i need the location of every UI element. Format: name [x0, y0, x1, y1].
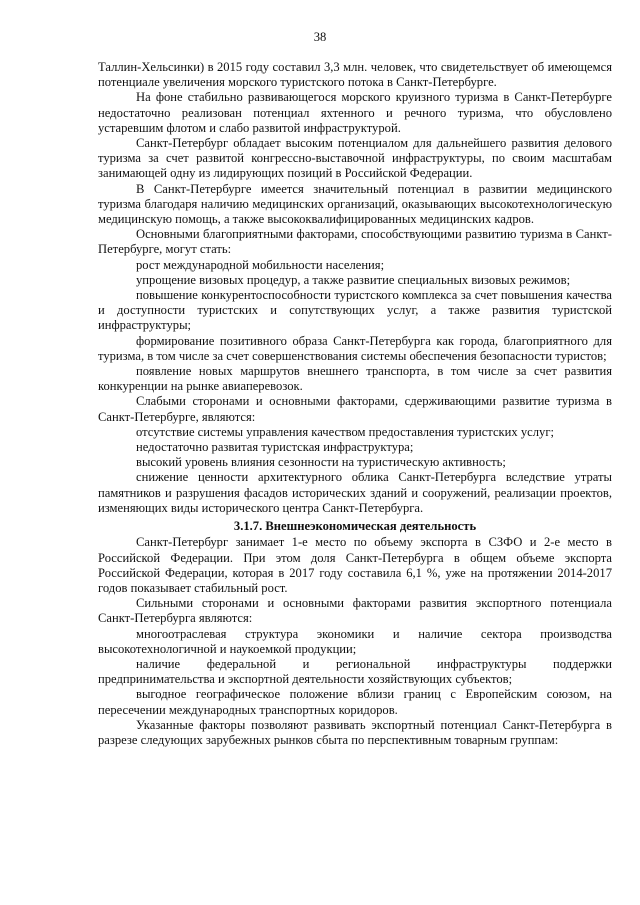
- paragraph-business-tourism: Санкт-Петербург обладает высоким потенциалом для дальнейшего развития делового туризма за счет развитой конгрессно-выставочной инфраструктуры, по своим масштабам занимающей одну из лидирующих позиций в Российской Федерации.: [98, 136, 612, 181]
- section-heading: 3.1.7. Внешнеэкономическая деятельность: [233, 519, 477, 534]
- list-item-support-infrastructure: наличие федеральной и региональной инфраструктуры поддержки предпринимательства и экспортной деятельности хозяйствующих субъектов;: [98, 656, 612, 687]
- paragraph-export-markets: Указанные факторы позволяют развивать экспортный потенциал Санкт-Петербурга в разрезе следующих зарубежных рынков сбыта по перспективным товарным группам:: [98, 717, 612, 747]
- paragraph-yacht-river-tourism: На фоне стабильно развивающегося морского круизного туризма в Санкт-Петербурге недостаточно реализован потенциал яхтенного и речного туризма, что обусловлено устаревшим флотом и слабо развитой инфраструктурой.: [98, 90, 612, 135]
- list-item-new-routes: появление новых маршрутов внешнего транспорта, в том числе за счет развития конкуренции на рынке авиаперевозок.: [98, 364, 612, 394]
- list-item-diversified-economy: многоотраслевая структура экономики и наличие сектора производства высокотехнологичной и наукоемкой продукции;: [98, 626, 612, 656]
- list-item-mobility: рост международной мобильности населения;: [136, 257, 385, 272]
- paragraph-continuation: Таллин-Хельсинки) в 2015 году составил 3,3 млн. человек, что свидетельствует об имеющемся потенциале увеличения морского туристского потока в Санкт-Петербурге.: [98, 60, 612, 90]
- page-number: 38: [313, 30, 327, 44]
- list-item-quality-management: отсутствие системы управления качеством предоставления туристских услуг;: [136, 424, 554, 439]
- list-item-architecture: снижение ценности архитектурного облика Санкт-Петербурга вследствие утраты памятников и разрушения фасадов исторических зданий и сооружений, реализации проектов, изменяющих виды исторического центра Санкт-Петербурга.: [98, 470, 612, 515]
- paragraph-weak-factors-intro: Слабыми сторонами и основными факторами, сдерживающими развитие туризма в Санкт-Петербурге, являются:: [98, 394, 612, 424]
- paragraph-export-strengths-intro: Сильными сторонами и основными факторами развития экспортного потенциала Санкт-Петербурга являются:: [98, 596, 612, 626]
- paragraph-export-rank: Санкт-Петербург занимает 1-е место по объему экспорта в СЗФО и 2-е место в Российской Федерации. При этом доля Санкт-Петербурга в общем объеме экспорта Российской Федерации, которая в 2017 году составила 6,1 %, уже на протяжении 2014-2017 годов показывает стабильный рост.: [98, 535, 612, 595]
- list-item-visa: упрощение визовых процедур, а также развитие специальных визовых режимов;: [136, 272, 571, 287]
- list-item-positive-image: формирование позитивного образа Санкт-Петербурга как города, благоприятного для туризма, в том числе за счет совершенствования системы обеспечения безопасности туристов;: [98, 333, 612, 363]
- paragraph-favorable-factors-intro: Основными благоприятными факторами, способствующими развитию туризма в Санкт-Петербурге, могут стать:: [98, 227, 612, 257]
- page-content: [98, 60, 612, 748]
- list-item-geography: выгодное географическое положение вблизи границ с Европейским союзом, на пересечении международных транспортных коридоров.: [98, 687, 612, 717]
- list-item-seasonality: высокий уровень влияния сезонности на туристическую активность;: [136, 455, 506, 470]
- paragraph-medical-tourism: В Санкт-Петербурге имеется значительный потенциал в развитии медицинского туризма благодаря наличию медицинских организаций, оказывающих высокотехнологическую медицинскую помощь, а также высококвалифицированных медицинских кадров.: [98, 181, 612, 227]
- list-item-competitiveness: повышение конкурентоспособности туристского комплекса за счет повышения качества и доступности туристских и сопутствующих услуг, а также развития туристской инфраструктуры;: [98, 288, 612, 333]
- list-item-infrastructure: недостаточно развитая туристская инфраструктура;: [136, 440, 414, 455]
